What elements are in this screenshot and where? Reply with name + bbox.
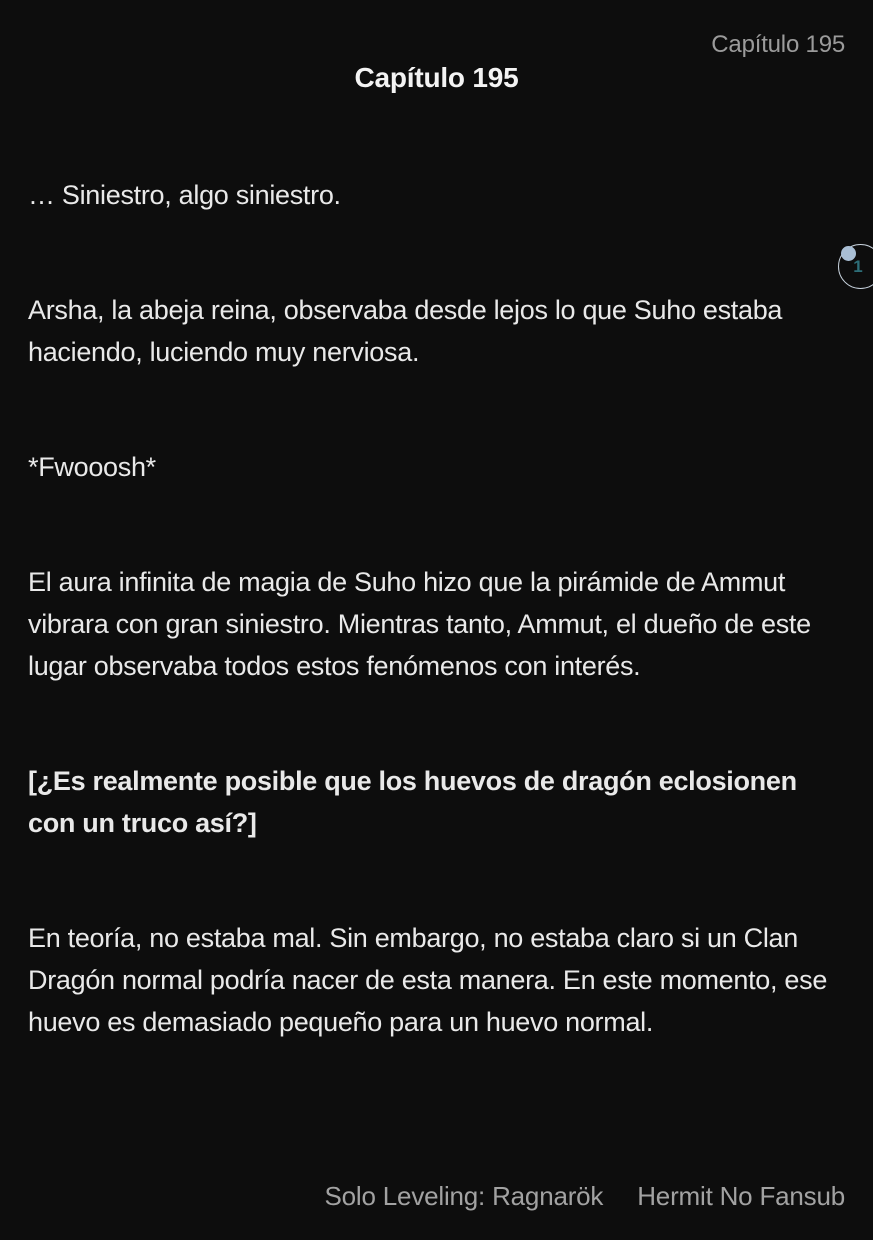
paragraph: *Fwooosh*: [28, 452, 156, 482]
paragraph: En teoría, no estaba mal. Sin embargo, no estaba claro si un Clan Dragón normal podría nacer de esta manera. En este momento, ese huevo es demasiado pequeño para un huevo normal.: [28, 923, 828, 1037]
paragraph-emphasized: [¿Es realmente posible que los huevos de dragón eclosionen con un truco así?]: [28, 766, 797, 838]
running-header: Capítulo 195: [711, 31, 845, 58]
document-body: [0, 174, 873, 1043]
chapter-title: Capítulo 195: [354, 62, 519, 93]
footer-credit: Hermit No Fansub: [637, 1181, 845, 1211]
paragraph: … Siniestro, algo siniestro.: [28, 180, 341, 210]
comment-marker-badge[interactable]: [838, 244, 873, 292]
paragraph: El aura infinita de magia de Suho hizo que la pirámide de Ammut vibrara con gran siniestro. Mientras tanto, Ammut, el dueño de este lugar observaba todos estos fenómenos con interés.: [28, 567, 811, 681]
page-footer: [325, 1182, 845, 1210]
footer-book-title: Solo Leveling: Ragnarök: [324, 1181, 604, 1211]
paragraph: Arsha, la abeja reina, observaba desde lejos lo que Suho estaba haciendo, luciendo muy nerviosa.: [28, 295, 783, 367]
comment-count: 1: [853, 257, 863, 276]
